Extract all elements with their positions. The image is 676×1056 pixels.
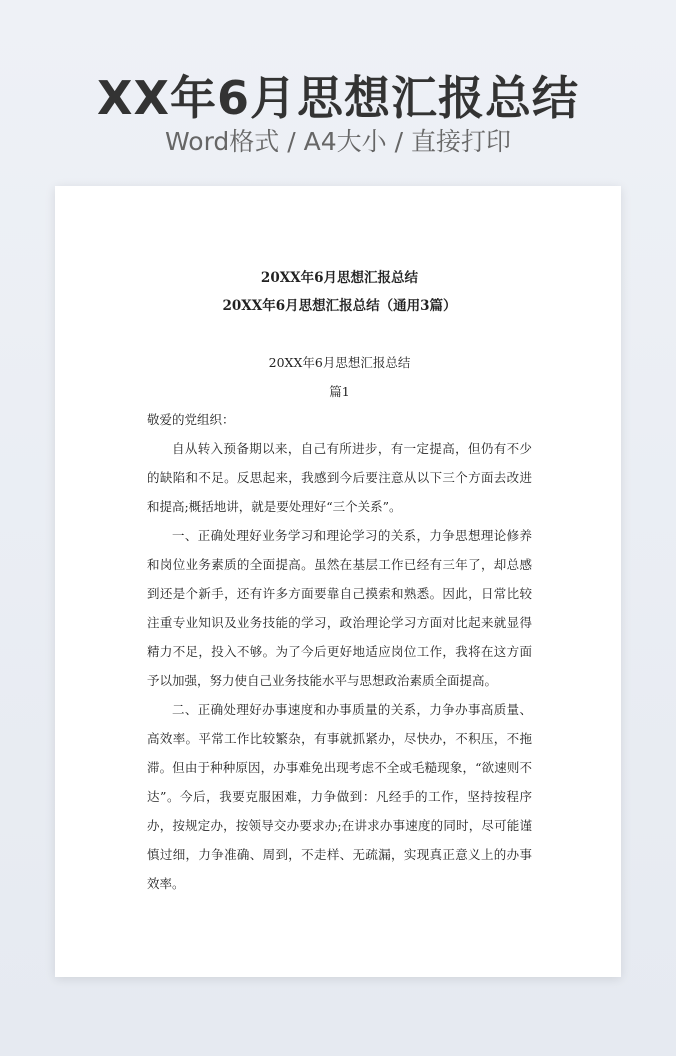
document-full-title: 20XX年6月思想汇报总结（通用3篇）: [222, 298, 457, 314]
document-title: 20XX年6月思想汇报总结: [260, 270, 419, 286]
salutation: 敬爱的党组织：: [147, 412, 235, 427]
body-paragraph: 二、正确处理好办事速度和办事质量的关系，力争办事高质量、高效率。平常工作比较繁杂，有事就抓紧办，尽快办，不积压，不拖滞。但由于种种原因，办事难免出现考虑不全或毛糙现象，“欲速则不达”。今后，我要克服困难，力争做到：凡经手的工作，坚持按程序办，按规定办，按领导交办要求办;在讲求办事速度的同时，尽可能谨慎过细，力争准确、周到，不走样、无疏漏，实现真正意义上的办事效率。: [147, 702, 532, 891]
body-paragraph: 自从转入预备期以来，自己有所进步，有一定提高，但仍有不少的缺陷和不足。反思起来，我感到今后要注意从以下三个方面去改进和提高;概括地讲，就是要处理好“三个关系”。: [147, 441, 532, 514]
document-body: [147, 405, 532, 898]
banner-title: XX年6月思想汇报总结: [97, 71, 579, 125]
section-label: 篇1: [329, 384, 350, 399]
banner-subtitle: Word格式 / A4大小 / 直接打印: [165, 127, 511, 156]
document-page: [55, 186, 621, 977]
body-paragraph: 一、正确处理好业务学习和理论学习的关系，力争思想理论修养和岗位业务素质的全面提高。虽然在基层工作已经有三年了，却总感到还是个新手，还有许多方面要靠自己摸索和熟悉。因此，日常比较注重专业知识及业务技能的学习，政治理论学习方面对比起来就显得精力不足，投入不够。为了今后更好地适应岗位工作，我将在这方面予以加强，努力使自己业务技能水平与思想政治素质全面提高。: [147, 528, 532, 688]
section-title: 20XX年6月思想汇报总结: [268, 355, 411, 370]
